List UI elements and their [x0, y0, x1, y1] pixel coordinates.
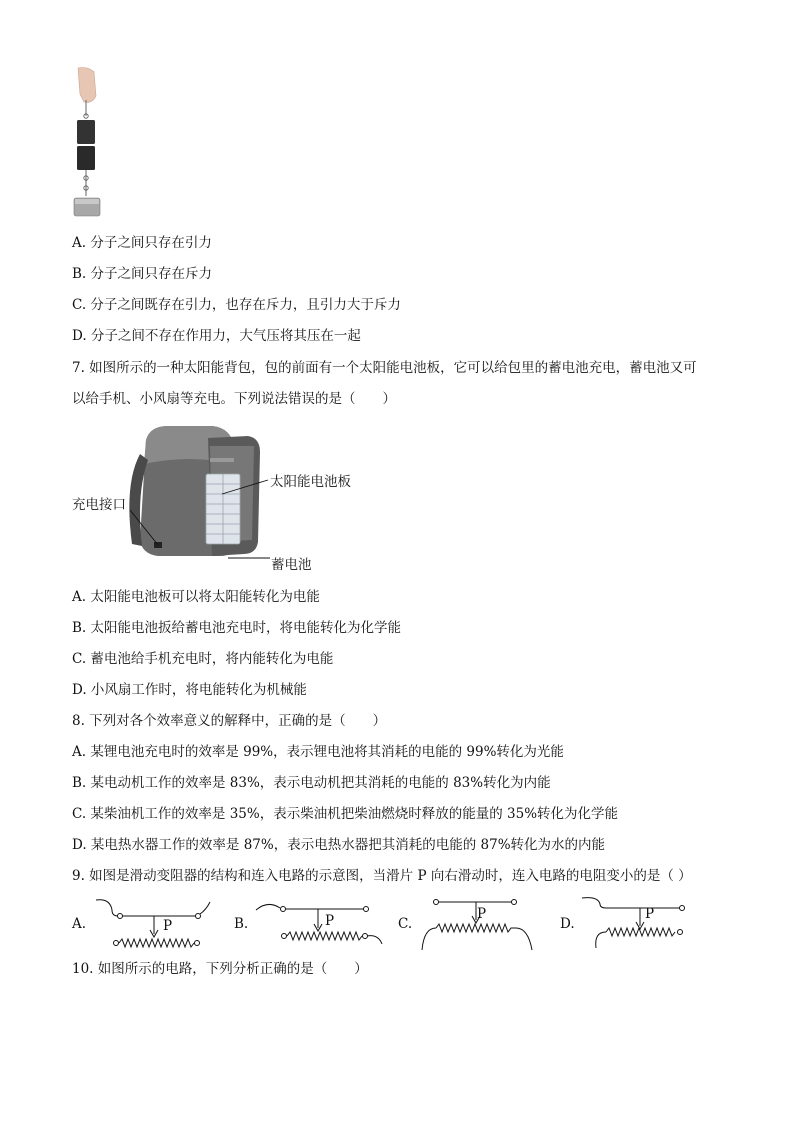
q9-option-b-slider-label: P: [325, 913, 335, 929]
q9-option-a-slider-label: P: [163, 918, 173, 934]
q8-option-b: B. 某电动机工作的效率是 83%，表示电动机把其消耗的电能的 83%转化为内能: [72, 775, 551, 791]
q7-stem-line1: 7. 如图所示的一种太阳能背包，包的前面有一个太阳能电池板，它可以给包里的蓄电池充电，蓄电池又可: [72, 360, 697, 376]
q9-option-c-letter: C.: [398, 916, 413, 932]
q6-option-a: A. 分子之间只存在引力: [72, 235, 212, 251]
q7-option-a: A. 太阳能电池板可以将太阳能转化为电能: [72, 589, 320, 605]
q7-backpack-figure: [120, 424, 280, 564]
q6-figure: [68, 66, 110, 224]
q9-option-d-slider-label: P: [645, 906, 655, 922]
q9-stem: 9. 如图是滑动变阻器的结构和连入电路的示意图，当滑片 P 向右滑动时，连入电路的电阻变小的是（ ）: [72, 868, 692, 884]
q6-option-b: B. 分子之间只存在斥力: [72, 266, 213, 282]
q9-option-a-letter: A.: [72, 916, 87, 932]
q9-option-c-diagram: [418, 894, 546, 954]
q7-option-d: D. 小风扇工作时，将电能转化为机械能: [72, 682, 307, 698]
q7-label-solar-panel: 太阳能电池板: [270, 474, 351, 490]
q8-option-d: D. 某电热水器工作的效率是 87%，表示电热水器把其消耗的电能的 87%转化为水的内能: [72, 837, 606, 853]
q7-stem-line2: 以给手机、小风扇等充电。下列说法错误的是（ ）: [72, 391, 396, 407]
q8-stem: 8. 下列对各个效率意义的解释中，正确的是（ ）: [72, 713, 387, 729]
q8-option-a: A. 某锂电池充电时的效率是 99%，表示锂电池将其消耗的电能的 99%转化为光能: [72, 744, 564, 760]
q7-option-c: C. 蓄电池给手机充电时，将内能转化为电能: [72, 651, 334, 667]
q10-stem: 10. 如图所示的电路，下列分析正确的是（ ）: [72, 961, 368, 977]
q6-option-d: D. 分子之间不存在作用力，大气压将其压在一起: [72, 328, 361, 344]
q9-option-b-letter: B.: [234, 916, 249, 932]
q9-option-d-diagram: [580, 894, 690, 952]
q9-option-a-diagram: [92, 896, 214, 952]
q9-option-d-letter: D.: [560, 916, 575, 932]
q7-label-battery: 蓄电池: [271, 557, 312, 573]
q9-option-c-slider-label: P: [477, 906, 487, 922]
q8-option-c: C. 某柴油机工作的效率是 35%，表示柴油机把柴油燃烧时释放的能量的 35%转化为化学能: [72, 806, 619, 822]
q7-option-b: B. 太阳能电池扳给蓄电池充电时，将电能转化为化学能: [72, 620, 402, 636]
q7-label-charge-port: 充电接口: [72, 497, 126, 513]
q6-option-c: C. 分子之间既存在引力，也存在斥力，且引力大于斥力: [72, 297, 401, 313]
q9-option-b-diagram: [254, 896, 386, 948]
